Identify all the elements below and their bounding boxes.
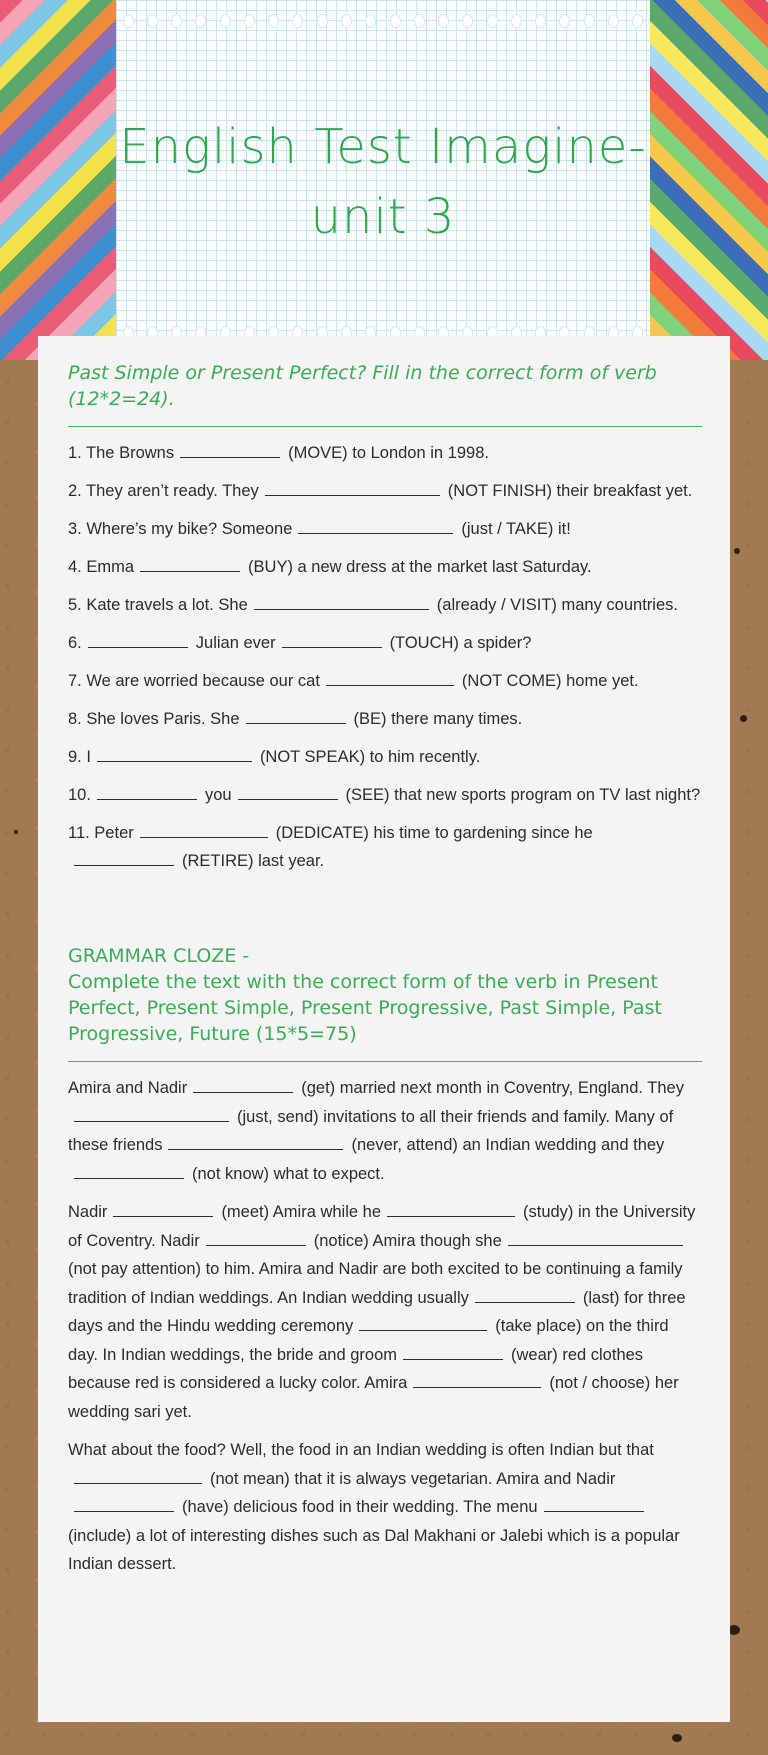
answer-blank[interactable]: [74, 1465, 202, 1484]
question-10: 10. you (SEE) that new sports program on TV last night?: [68, 781, 702, 809]
answer-blank[interactable]: [544, 1493, 644, 1512]
question-5: 5. Kate travels a lot. She (already / VISIT) many countries.: [68, 591, 702, 619]
section1-heading: Past Simple or Present Perfect? Fill in the correct form of verb (12*2=24).: [68, 360, 702, 427]
answer-blank[interactable]: [97, 781, 197, 800]
question-4: 4. Emma (BUY) a new dress at the market last Saturday.: [68, 553, 702, 581]
section2-heading-line-2: Complete the text with the correct form of the verb in Present Perfect, Present Simple, Present Progressive, Past Simple, Past Progressive, Future (15*5=75): [68, 971, 662, 1045]
question-8: 8. She loves Paris. She (BE) there many times.: [68, 705, 702, 733]
answer-blank[interactable]: [88, 629, 188, 648]
answer-blank[interactable]: [359, 1312, 487, 1331]
answer-blank[interactable]: [403, 1341, 503, 1360]
answer-blank[interactable]: [74, 847, 174, 866]
ink-splat: [672, 1734, 682, 1742]
answer-blank[interactable]: [140, 553, 240, 572]
title-line-2: unit 3: [310, 189, 456, 245]
answer-blank[interactable]: [254, 591, 429, 610]
answer-blank[interactable]: [298, 515, 453, 534]
page-title: [116, 112, 650, 252]
answer-blank[interactable]: [282, 629, 382, 648]
answer-blank[interactable]: [74, 1103, 229, 1122]
question-1: 1. The Browns (MOVE) to London in 1998.: [68, 439, 702, 467]
title-line-1: English Test Imagine-: [119, 119, 647, 175]
answer-blank[interactable]: [265, 477, 440, 496]
answer-blank[interactable]: [326, 667, 454, 686]
right-chevron-decoration: [650, 0, 768, 360]
question-6: 6. Julian ever (TOUCH) a spider?: [68, 629, 702, 657]
ink-splat: [734, 548, 740, 554]
section2-heading-line-1: GRAMMAR CLOZE -: [68, 945, 250, 967]
answer-blank[interactable]: [74, 1160, 184, 1179]
question-7: 7. We are worried because our cat (NOT COME) home yet.: [68, 667, 702, 695]
answer-blank[interactable]: [180, 439, 280, 458]
question-2: 2. They aren’t ready. They (NOT FINISH) their breakfast yet.: [68, 477, 702, 505]
answer-blank[interactable]: [238, 781, 338, 800]
question-9: 9. I (NOT SPEAK) to him recently.: [68, 743, 702, 771]
answer-blank[interactable]: [193, 1074, 293, 1093]
answer-blank[interactable]: [74, 1493, 174, 1512]
answer-blank[interactable]: [413, 1369, 541, 1388]
question-3: 3. Where’s my bike? Someone (just / TAKE) it!: [68, 515, 702, 543]
cloze-paragraph-2: Nadir (meet) Amira while he (study) in the University of Coventry. Nadir (notice) Amira though she(not pay attention) to him. Amira and Nadir are both excited to be continuing a family tradition of Indian weddings. An Indian wedding usually (last) for three days and the Hindu wedding ceremony (take place) on the third day. In Indian weddings, the bride and groom (wear) red clothes because red is considered a lucky color. Amira (not / choose) her wedding sari yet.: [68, 1198, 702, 1426]
answer-blank[interactable]: [97, 743, 252, 762]
ink-splat: [740, 715, 747, 722]
answer-blank[interactable]: [113, 1198, 213, 1217]
ink-splat: [14, 830, 18, 834]
answer-blank[interactable]: [246, 705, 346, 724]
answer-blank[interactable]: [475, 1284, 575, 1303]
header-banner: [0, 0, 768, 360]
answer-blank[interactable]: [140, 819, 268, 838]
perforation-top: [116, 14, 650, 28]
answer-blank[interactable]: [206, 1227, 306, 1246]
cloze-paragraph-3: What about the food? Well, the food in an Indian wedding is often Indian but that(not mean) that it is always vegetarian. Amira and Nadir(have) delicious food in their wedding. The menu(include) a lot of interesting dishes such as Dal Makhani or Jalebi which is a popular Indian dessert.: [68, 1441, 680, 1573]
answer-blank[interactable]: [168, 1131, 343, 1150]
answer-blank[interactable]: [508, 1227, 683, 1246]
left-chevron-decoration: [0, 0, 116, 360]
section2-heading: [68, 943, 702, 1062]
answer-blank[interactable]: [387, 1198, 515, 1217]
worksheet-content: [68, 360, 702, 1589]
cloze-paragraph-1: Amira and Nadir (get) married next month in Coventry, England. They(just, send) invitations to all their friends and family. Many of these friends (never, attend) an Indian wedding and they(not know) what to expect.: [68, 1074, 702, 1188]
question-11: 11. Peter (DEDICATE) his time to gardening since he(RETIRE) last year.: [68, 819, 702, 875]
